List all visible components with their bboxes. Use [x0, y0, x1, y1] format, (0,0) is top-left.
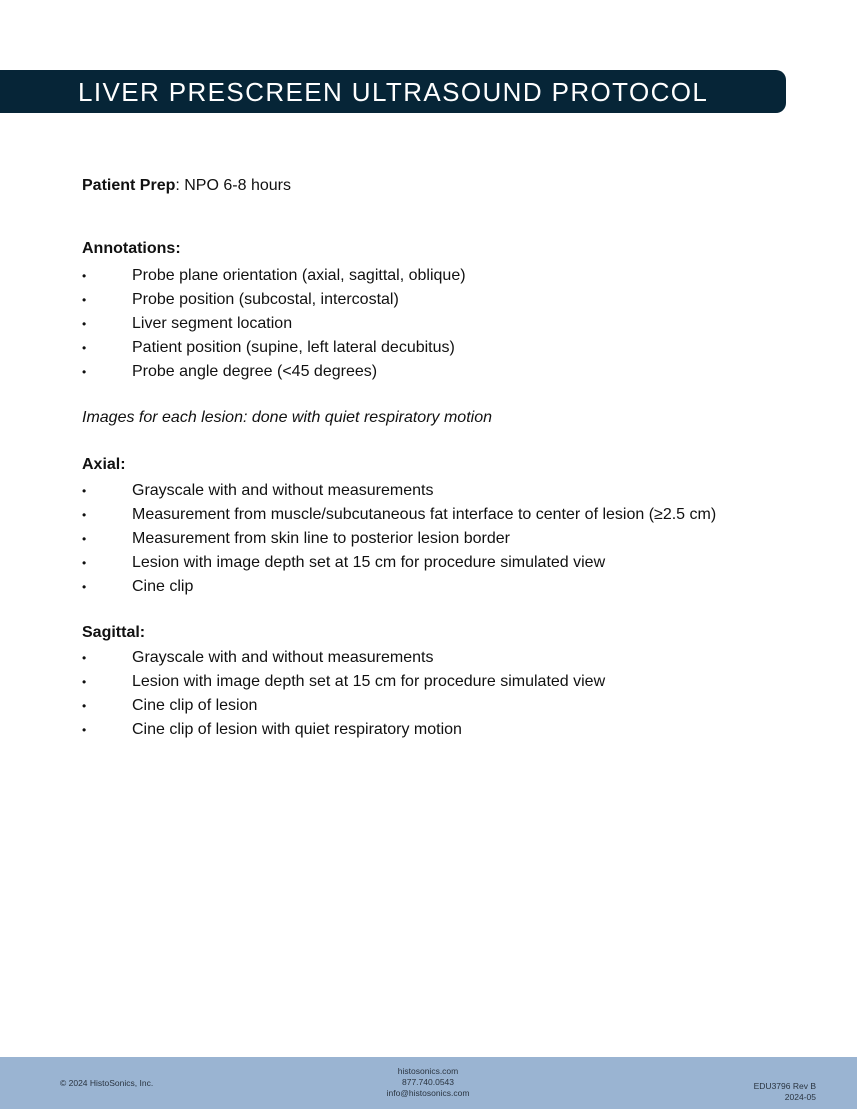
website-link[interactable]: histosonics.com	[397, 1066, 459, 1076]
sagittal-heading: Sagittal:	[82, 624, 146, 641]
bullet-icon: •	[82, 675, 87, 689]
bullet-icon: •	[82, 293, 87, 307]
patient-prep-value: : NPO 6-8 hours	[175, 177, 291, 194]
lesion-note: Images for each lesion: done with quiet respiratory motion	[82, 409, 492, 426]
bullet-icon: •	[82, 723, 87, 737]
document-info	[754, 1081, 816, 1103]
contact-info	[328, 1066, 528, 1099]
bullet-icon: •	[82, 508, 87, 522]
bullet-icon: •	[82, 580, 87, 594]
bullet-icon: •	[82, 532, 87, 546]
page-footer	[0, 1057, 857, 1109]
bullet-icon: •	[82, 699, 87, 713]
axial-heading: Axial:	[82, 456, 126, 473]
copyright: © 2024 HistoSonics, Inc.	[60, 1078, 154, 1088]
document-id: EDU3796 Rev B	[753, 1081, 816, 1091]
bullet-icon: •	[82, 651, 87, 665]
document-date: 2024-05	[784, 1092, 816, 1102]
bullet-icon: •	[82, 484, 87, 498]
email-link[interactable]: info@histosonics.com	[386, 1088, 470, 1098]
annotations-heading: Annotations:	[82, 240, 181, 257]
phone-number: 877.740.0543	[402, 1077, 454, 1087]
bullet-icon: •	[82, 341, 87, 355]
bullet-icon: •	[82, 269, 87, 283]
bullet-icon: •	[82, 317, 87, 331]
page-title: LIVER PRESCREEN ULTRASOUND PROTOCOL	[78, 77, 709, 107]
bullet-icon: •	[82, 365, 87, 379]
bullet-icon: •	[82, 556, 87, 570]
patient-prep-label: Patient Prep	[82, 177, 176, 194]
title-bar	[0, 70, 786, 113]
patient-prep	[82, 175, 291, 197]
